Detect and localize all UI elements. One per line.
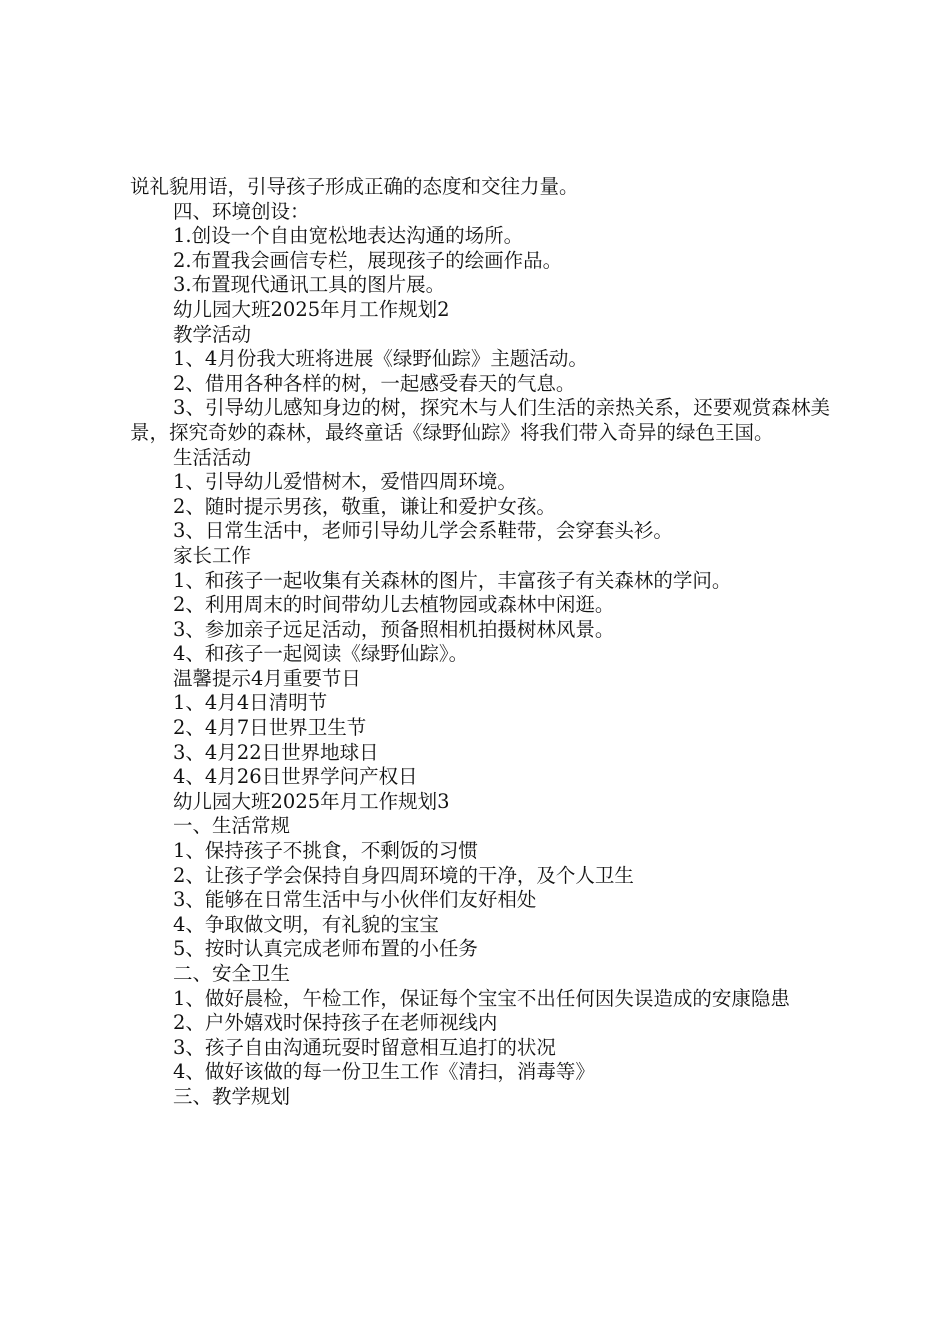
section-heading: 生活活动 bbox=[173, 445, 252, 469]
document-body bbox=[130, 175, 830, 1110]
section-heading: 教学活动 bbox=[173, 322, 252, 346]
list-item: 3、参加亲子远足活动，预备照相机拍摄树林风景。 bbox=[173, 617, 615, 641]
list-item: 2、借用各种各样的树，一起感受春天的气息。 bbox=[173, 371, 576, 395]
list-item: 5、按时认真完成老师布置的小任务 bbox=[173, 937, 478, 961]
document-title: 幼儿园大班2025年月工作规划3 bbox=[173, 789, 450, 813]
list-item: 1、4月份我大班将进展《绿野仙踪》主题活动。 bbox=[173, 347, 588, 371]
list-item: 1、保持孩子不挑食，不剩饭的习惯 bbox=[173, 839, 478, 863]
list-item: 2、4月7日世界卫生节 bbox=[173, 716, 367, 740]
list-item: 3、4月22日世界地球日 bbox=[173, 740, 379, 764]
list-item: 3、引导幼儿感知身边的树，探究木与人们生活的亲热关系，还要观赏森林美景，探究奇妙的森林，最终童话《绿野仙踪》将我们带入奇异的绿色王国。 bbox=[130, 396, 830, 444]
list-item: 1、和孩子一起收集有关森林的图片，丰富孩子有关森林的学问。 bbox=[173, 568, 732, 592]
list-item: 3、孩子自由沟通玩耍时留意相互追打的状况 bbox=[173, 1035, 556, 1059]
document-title: 幼儿园大班2025年月工作规划2 bbox=[173, 297, 450, 321]
section-heading: 四、环境创设： bbox=[173, 199, 310, 223]
list-item: 2、让孩子学会保持自身四周环境的干净，及个人卫生 bbox=[173, 863, 634, 887]
list-item: 3、日常生活中，老师引导幼儿学会系鞋带，会穿套头衫。 bbox=[173, 519, 673, 543]
list-item: 3、能够在日常生活中与小伙伴们友好相处 bbox=[173, 888, 537, 912]
list-item: 3.布置现代通讯工具的图片展。 bbox=[173, 273, 446, 297]
list-item: 1.创设一个自由宽松地表达沟通的场所。 bbox=[173, 224, 524, 248]
list-item: 2.布置我会画信专栏，展现孩子的绘画作品。 bbox=[173, 248, 563, 272]
section-heading: 三、教学规划 bbox=[173, 1084, 291, 1108]
list-item: 4、做好该做的每一份卫生工作《清扫，消毒等》 bbox=[173, 1060, 595, 1084]
list-item: 4、4月26日世界学问产权日 bbox=[173, 765, 418, 789]
list-item: 1、4月4日清明节 bbox=[173, 691, 328, 715]
list-item: 1、引导幼儿爱惜树木，爱惜四周环境。 bbox=[173, 470, 517, 494]
section-heading: 温馨提示4月重要节日 bbox=[173, 666, 361, 690]
list-item: 1、做好晨检，午检工作，保证每个宝宝不出任何因失误造成的安康隐患 bbox=[173, 986, 790, 1010]
list-item: 2、利用周末的时间带幼儿去植物园或森林中闲逛。 bbox=[173, 593, 615, 617]
paragraph: 说礼貌用语，引导孩子形成正确的态度和交往力量。 bbox=[130, 175, 579, 198]
list-item: 4、和孩子一起阅读《绿野仙踪》。 bbox=[173, 642, 469, 666]
list-item: 2、随时提示男孩，敬重，谦让和爱护女孩。 bbox=[173, 494, 556, 518]
section-heading: 二、安全卫生 bbox=[173, 962, 291, 985]
section-heading: 一、生活常规 bbox=[173, 814, 291, 838]
section-heading: 家长工作 bbox=[173, 543, 252, 567]
list-item: 2、户外嬉戏时保持孩子在老师视线内 bbox=[173, 1011, 498, 1035]
list-item: 4、争取做文明，有礼貌的宝宝 bbox=[173, 912, 439, 936]
